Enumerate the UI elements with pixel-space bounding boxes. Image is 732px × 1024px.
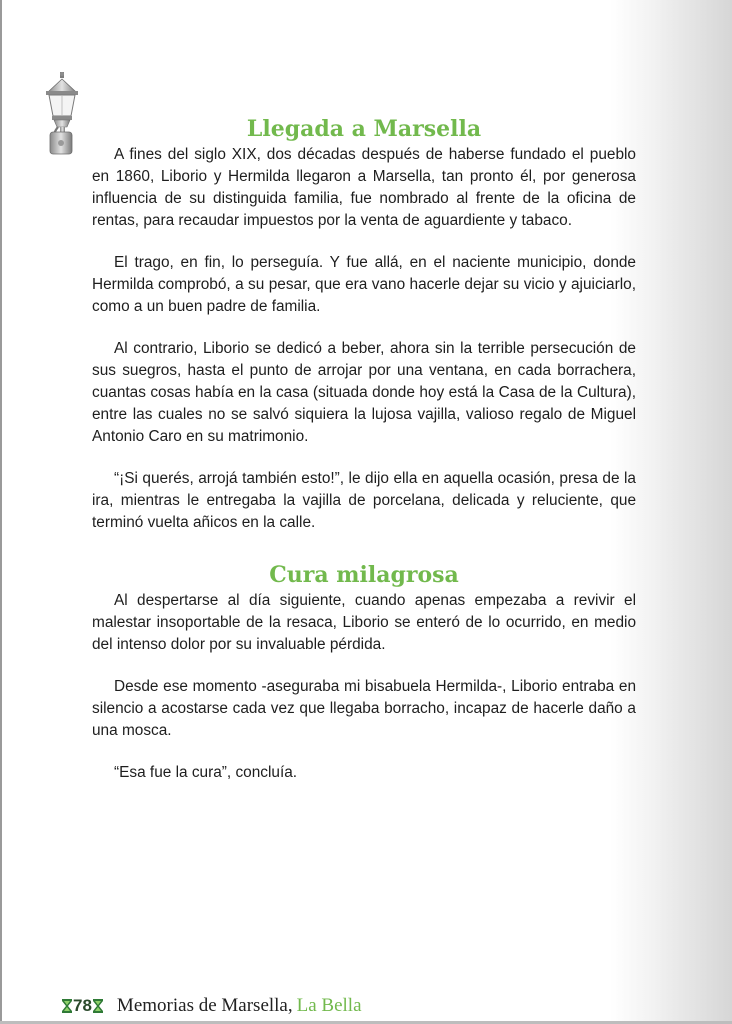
paragraph: “Esa fue la cura”, concluía. [114,764,298,781]
paragraph: A fines del siglo XIX, dos décadas después de haberse fundado el pueblo en 1860, Liborio y Hermilda llegaron a Marsella, tan pronto él, por generosa influencia de su distinguida familia, fue nombrado al frente de la oficina de rentas, para recaudar impuestos por la venta de aguardiente y tabaco. [92,146,636,229]
section-title-cura: Cura milagrosa [269,562,459,588]
page-body [92,114,636,804]
book-title-accent: La Bella [296,995,362,1016]
paragraph: “¡Si querés, arrojá también esto!”, le dijo ella en aquella ocasión, presa de la ira, mientras le entregaba la vajilla de porcelana, delicada y reluciente, que terminó vuelta añicos en la calle. [92,470,636,531]
paragraph: Al contrario, Liborio se dedicó a beber, ahora sin la terrible persecución de sus suegros, hasta el punto de arrojar por una ventana, en cada borrachera, cuantas cosas había en la casa (situada donde hoy está la Casa de la Cultura), entre las cuales no se salvó siquiera la lujosa vajilla, valioso regalo de Miguel Antonio Caro en su matrimonio. [92,340,636,445]
section-title-llegada: Llegada a Marsella [246,116,482,142]
paragraph: Desde ese momento -aseguraba mi bisabuela Hermilda-, Liborio entraba en silencio a acostarse cada vez que llegaba borracho, incapaz de hacerle daño a una mosca. [92,678,636,739]
page-footer [62,994,362,1018]
page-left-edge [0,0,2,1024]
page-number-block [62,996,103,1016]
hourglass-ornament-icon [93,999,103,1013]
book-title: Memorias de Marsella, [116,995,293,1016]
page-number: 78 [73,996,92,1015]
hourglass-ornament-icon [62,999,72,1013]
paragraph: El trago, en fin, lo perseguía. Y fue allá, en el naciente municipio, donde Hermilda comprobó, a su pesar, que era vano hacerle dejar su vicio y ajuiciarlo, como a un buen padre de familia. [92,254,636,315]
paragraph: Al despertarse al día siguiente, cuando apenas empezaba a revivir el malestar insoportable de la resaca, Liborio se enteró de lo ocurrido, en medio del intenso dolor por su invaluable pérdida. [92,592,636,653]
street-lamp-icon [40,72,84,156]
